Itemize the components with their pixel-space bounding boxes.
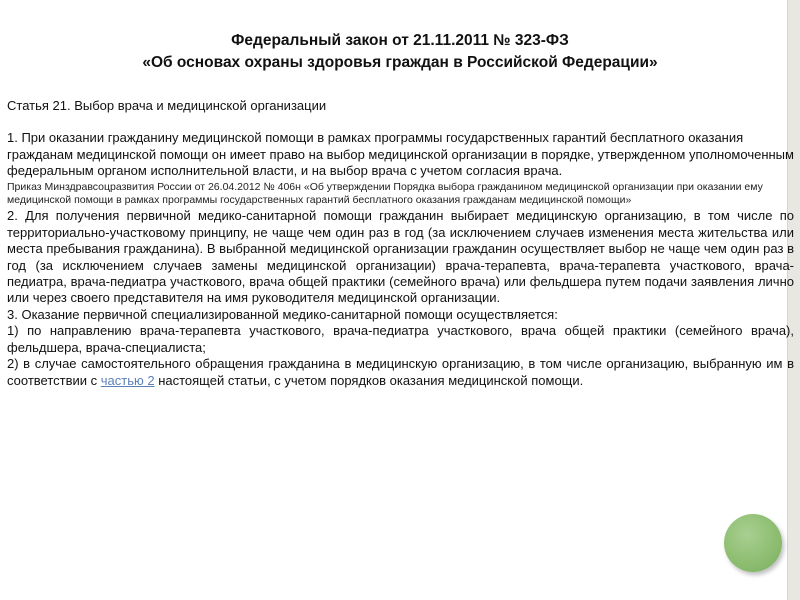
list-item-1: 1) по направлению врача-терапевта участкового, врача-педиатра участкового, врача общей практики (семейного врача), фельдшера, врача-специалиста;	[7, 323, 794, 355]
document-title	[40, 30, 760, 74]
paragraph-1: 1. При оказании гражданину медицинской помощи в рамках программы государственных гарантий бесплатного оказания гражданам медицинской помощи он имеет право на выбор медицинской организации в порядке, утвержденном уполномоченным федеральным органом исполнительной власти, и на выбор врача с учетом согласия врача.	[7, 130, 794, 179]
title-line-1: Федеральный закон от 21.11.2011 № 323-ФЗ	[231, 32, 569, 49]
paragraph-3: 3. Оказание первичной специализированной медико-санитарной помощи осуществляется:	[7, 306, 558, 322]
list-item-2-text-before: 2) в случае самостоятельного обращения гражданина в медицинскую организацию, в том числе организацию, выбранную им в соответствии с	[7, 356, 794, 388]
article-body	[7, 98, 794, 389]
list-item-2	[7, 356, 794, 389]
spacer	[7, 114, 794, 130]
title-line-2: «Об основах охраны здоровья граждан в Российской Федерации»	[142, 54, 658, 71]
order-reference-note: Приказ Минздравсоцразвития России от 26.04.2012 № 406н «Об утверждении Порядка выбора гражданином медицинской организации при оказании ему медицинской помощи в рамках программы государственных гарантий бесплатного оказания гражданам медицинской помощи»	[7, 180, 763, 207]
paragraph-2: 2. Для получения первичной медико-санитарной помощи гражданин выбирает медицинскую организацию, в том числе по территориально-участковому принципу, не чаще чем один раз в год (за исключением случаев изменения места жительства или места пребывания гражданина). В выбранной медицинской организации гражданин осуществляет выбор не чаще чем один раз в год (за исключением случаев замены медицинской организации) врача-терапевта, врача-терапевта участкового, врача-педиатра, врача-педиатра участкового, врача общей практики (семейного врача) или фельдшера путем подачи заявления лично или через своего представителя на имя руководителя медицинской организации.	[7, 208, 794, 306]
article-heading: Статья 21. Выбор врача и медицинской организации	[7, 98, 327, 113]
list-item-2-text-after: настоящей статьи, с учетом порядков оказания медицинской помощи.	[154, 372, 584, 388]
part-2-link[interactable]: частью 2	[100, 372, 155, 388]
green-circle-decoration	[724, 514, 782, 572]
